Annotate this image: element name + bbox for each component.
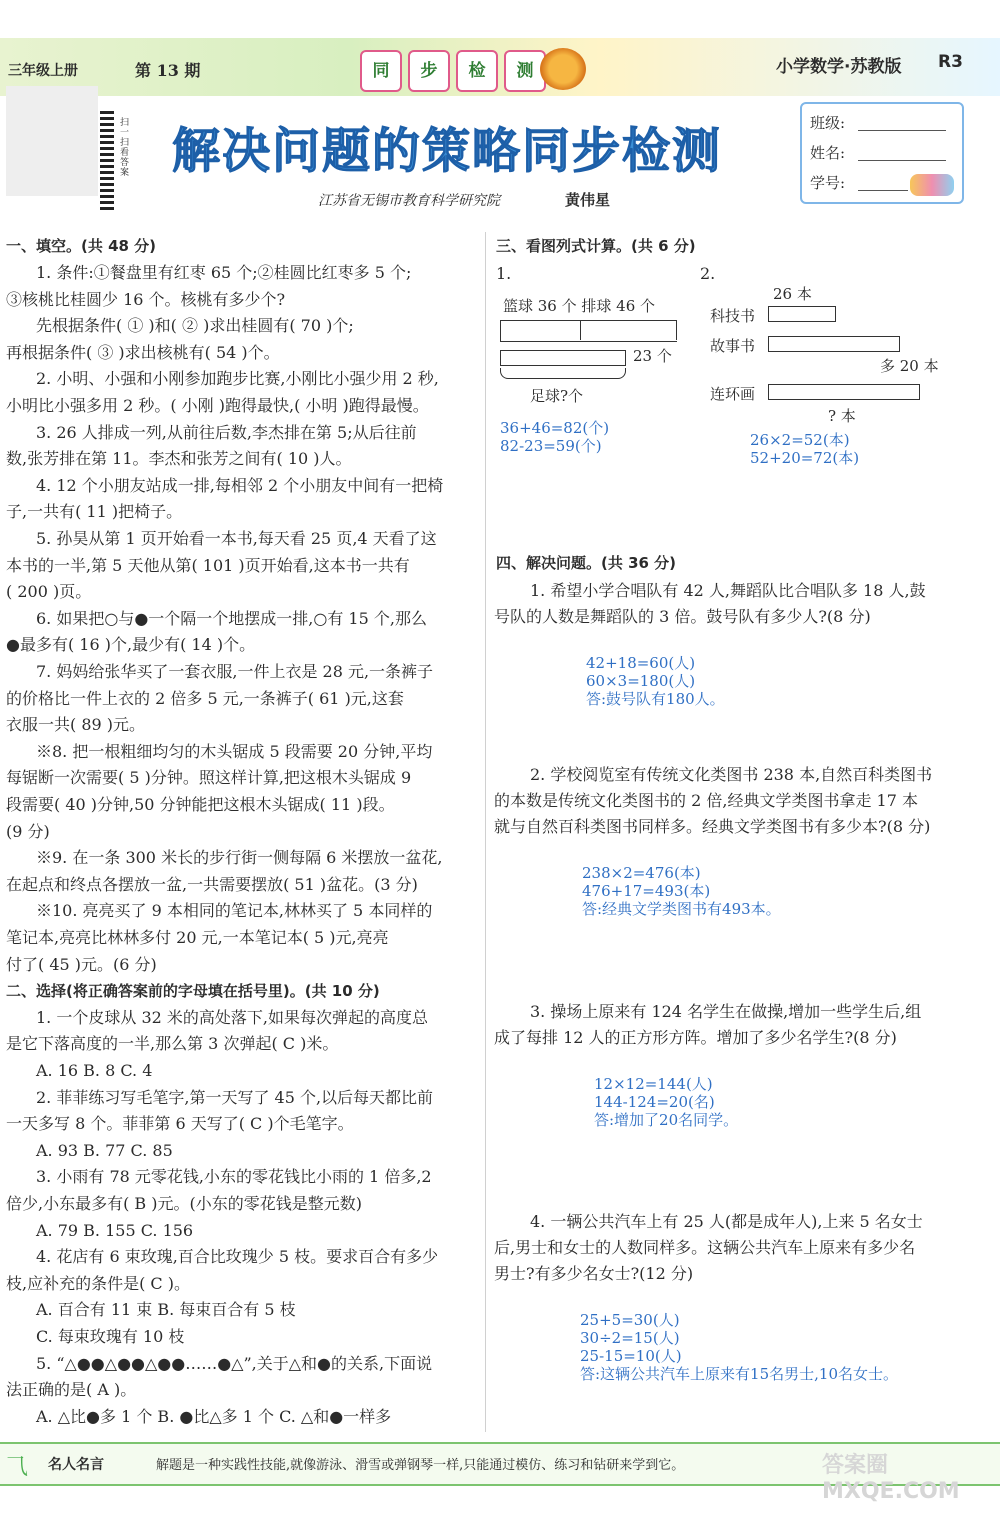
sec1-line: 1. 条件:①餐盘里有红枣 65 个;②桂圆比红枣多 5 个; xyxy=(36,263,412,282)
problem-2-text: 的本数是传统文化类图书的 2 倍,经典文学类图书拿走 17 本 xyxy=(494,791,918,810)
sec1-line: 的价格比一件上衣的 2 倍多 5 元,一条裤子( 61 )元,这套 xyxy=(6,689,404,708)
sec2-line: 4. 花店有 6 束玫瑰,百合比玫瑰少 5 枝。要求百合有多少 xyxy=(36,1247,439,1266)
problem-3-answer: 144-124=20(名) xyxy=(594,1093,715,1111)
problem-1-answer: 60×3=180(人) xyxy=(586,672,696,690)
sec1-line: ※8. 把一根粗细均匀的木头锯成 5 段需要 20 分钟,平均 xyxy=(36,742,433,761)
tag-3: 检 xyxy=(456,50,498,92)
diagram-2-answer-1: 26×2=52(本) xyxy=(750,431,850,449)
sec1-line: 3. 26 人排成一列,从前往后数,李杰排在第 5;从后往前 xyxy=(36,423,417,442)
issue-label: 第 13 期 xyxy=(135,61,201,80)
problem-2-answer: 答:经典文学类图书有493本。 xyxy=(582,900,781,918)
author-org: 江苏省无锡市教育科学研究院 xyxy=(318,193,500,209)
sec1-line: 每锯断一次需要( 5 )分钟。照这样计算,把这根木头锯成 9 xyxy=(6,768,412,787)
sec1-line: 4. 12 个小朋友站成一排,每相邻 2 个小朋友中间有一把椅 xyxy=(36,476,444,495)
grade-label: 三年级上册 xyxy=(8,63,78,79)
sec1-line: 6. 如果把○与●一个隔一个地摆成一排,○有 15 个,那么 xyxy=(36,609,427,628)
student-id-label: 学号: xyxy=(810,174,846,192)
page-number: R3 xyxy=(938,52,963,72)
problem-2-answer: 476+17=493(本) xyxy=(582,882,711,900)
sec1-line: 在起点和终点各摆放一盆,一共需要摆放( 51 )盆花。(3 分) xyxy=(6,875,418,894)
tag-2: 步 xyxy=(408,50,450,92)
diagram-2-bar-story xyxy=(768,336,900,352)
footer-label: 名人名言 xyxy=(48,1457,104,1473)
sec2-line: 1. 一个皮球从 32 米的高处落下,如果每次弹起的高度总 xyxy=(36,1008,428,1027)
problem-2-answer: 238×2=476(本) xyxy=(582,864,701,882)
problem-4-answer: 25+5=30(人) xyxy=(580,1311,680,1329)
section-1-title: 一、填空。(共 48 分) xyxy=(6,237,157,255)
sec1-line: 2. 小明、小强和小刚参加跑步比赛,小刚比小强少用 2 秒, xyxy=(36,369,439,388)
sec2-line: 2. 菲菲练习写毛笔字,第一天写了 45 个,以后每天都比前 xyxy=(36,1088,434,1107)
diagram-2-bar-tech xyxy=(768,306,836,322)
sec1-line: 段需要( 40 )分钟,50 分钟能把这根木头锯成( 11 )段。 xyxy=(6,795,395,814)
diagram-2-number: 2. xyxy=(700,264,716,283)
sec1-line: ③核桃比桂圆少 16 个。核桃有多少个? xyxy=(6,290,286,309)
diagram-2-question-label: ? 本 xyxy=(828,407,856,425)
tag-1: 同 xyxy=(360,50,402,92)
diagram-1-divider xyxy=(580,320,581,340)
diagram-1-bar-top xyxy=(500,320,677,342)
sec1-line: 5. 孙昊从第 1 页开始看一本书,每天看 25 页,4 天看了这 xyxy=(36,529,437,548)
diagram-1-answer-1: 36+46=82(个) xyxy=(500,419,610,437)
sec1-line: 付了( 45 )元。(6 分) xyxy=(6,955,157,974)
sec1-line: ( 200 )页。 xyxy=(6,582,92,601)
diagram-2-top-label: 26 本 xyxy=(773,285,812,303)
problem-4-answer: 25-15=10(人) xyxy=(580,1347,682,1365)
sec2-line: 3. 小雨有 78 元零花钱,小东的零花钱比小雨的 1 倍多,2 xyxy=(36,1167,432,1186)
sec1-line: 子,一共有( 11 )把椅子。 xyxy=(6,502,183,521)
footer-quote-bar xyxy=(0,1442,1000,1504)
name-field[interactable] xyxy=(858,160,946,161)
watermark: 答案圈 MXQE.COM xyxy=(822,1453,960,1504)
sec2-line: A. 16 B. 8 C. 4 xyxy=(36,1061,153,1080)
sec2-line: 一天多写 8 个。菲菲第 6 天写了( C )个毛笔字。 xyxy=(6,1114,354,1133)
sec1-line: ※10. 亮亮买了 9 本相同的笔记本,林林买了 5 本同样的 xyxy=(36,901,433,920)
tag-4: 测 xyxy=(504,50,546,92)
sec1-line: 再根据条件( ③ )求出核桃有( 54 )个。 xyxy=(6,343,280,362)
sec1-line: 小明比小强多用 2 秒。( 小刚 )跑得最快,( 小明 )跑得最慢。 xyxy=(6,396,429,415)
diagram-2-answer-2: 52+20=72(本) xyxy=(750,449,860,467)
diagram-1-answer-2: 82-23=59(个) xyxy=(500,437,602,455)
student-info-box xyxy=(800,102,964,204)
diagram-1-number: 1. xyxy=(496,264,512,283)
subject-label: 小学数学·苏教版 xyxy=(776,57,902,77)
section-2-title: 二、选择(将正确答案前的字母填在括号里)。(共 10 分) xyxy=(6,982,380,1000)
problem-3-text: 3. 操场上原来有 124 名学生在做操,增加一些学生后,组 xyxy=(530,1002,922,1021)
sec1-line: 7. 妈妈给张华买了一套衣服,一件上衣是 28 元,一条裤子 xyxy=(36,662,434,681)
sec2-line: 枝,应补充的条件是( C )。 xyxy=(6,1274,190,1293)
diagram-1-top-label: 篮球 36 个 排球 46 个 xyxy=(503,297,656,315)
problem-2-text: 2. 学校阅览室有传统文化类图书 238 本,自然百科类图书 xyxy=(530,765,933,784)
sec1-line: (9 分) xyxy=(6,822,50,841)
sec1-line: 衣服一共( 89 )元。 xyxy=(6,715,146,734)
diagram-1-bottom-label: 足球?个 xyxy=(530,387,584,405)
problem-1-text: 号队的人数是舞蹈队的 3 倍。鼓号队有多少人?(8 分) xyxy=(494,607,871,626)
problem-4-answer: 30÷2=15(人) xyxy=(580,1329,680,1347)
diagram-2-row-tech: 科技书 xyxy=(710,307,756,325)
problem-1-answer: 答:鼓号队有180人。 xyxy=(586,690,725,708)
leaf-icon: ⺄ xyxy=(6,1455,29,1480)
sec2-line: A. △比●多 1 个 B. ●比△多 1 个 C. △和●一样多 xyxy=(36,1407,392,1426)
diagram-2-bar-comic xyxy=(768,384,920,400)
diagram-1-bar-bottom xyxy=(500,350,626,366)
student-id-field[interactable] xyxy=(858,190,908,191)
qr-note: 扫一扫 看答案 xyxy=(120,118,130,178)
problem-1-text: 1. 希望小学合唱队有 42 人,舞蹈队比合唱队多 18 人,鼓 xyxy=(530,581,926,600)
problem-3-answer: 答:增加了20名同学。 xyxy=(594,1111,739,1129)
sec2-line: C. 每束玫瑰有 10 枝 xyxy=(36,1327,185,1346)
problem-4-answer: 答:这辆公共汽车上原来有15名男士,10名女士。 xyxy=(580,1365,898,1383)
qr-code-placeholder xyxy=(6,86,98,196)
problem-2-text: 就与自然百科类图书同样多。经典文学类图书有多少本?(8 分) xyxy=(494,817,931,836)
diagram-2-more-label: 多 20 本 xyxy=(880,357,939,375)
sec1-line: ●最多有( 16 )个,最少有( 14 )个。 xyxy=(6,635,256,654)
diagram-1-end xyxy=(676,320,677,340)
author-name: 黄伟星 xyxy=(565,191,611,209)
sec2-line: 是它下落高度的一半,那么第 3 次弹起( C )米。 xyxy=(6,1034,339,1053)
sec1-line: 笔记本,亮亮比林林多付 20 元,一本笔记本( 5 )元,亮亮 xyxy=(6,928,389,947)
diagram-1-diff-label: 23 个 xyxy=(633,347,672,365)
sec2-line: A. 93 B. 77 C. 85 xyxy=(36,1141,173,1160)
diagram-2-row-comic: 连环画 xyxy=(710,385,756,403)
cartoon-icon xyxy=(910,174,954,196)
problem-4-text: 后,男士和女士的人数同样多。这辆公共汽车上原来有多少名 xyxy=(494,1238,916,1257)
footer-quote: 解题是一种实践性技能,就像游泳、滑雪或弹钢琴一样,只能通过模仿、练习和钻研来学到它。 xyxy=(156,1458,685,1473)
diagram-2-row-story: 故事书 xyxy=(710,337,756,355)
section-4-title: 四、解决问题。(共 36 分) xyxy=(496,554,677,572)
lion-mascot-icon xyxy=(540,48,586,90)
sec1-line: 数,张芳排在第 11。李杰和张芳之间有( 10 )人。 xyxy=(6,449,352,468)
problem-3-text: 成了每排 12 人的正方形方阵。增加了多少名学生?(8 分) xyxy=(494,1028,897,1047)
sec1-line: 先根据条件( ① )和( ② )求出桂圆有( 70 )个; xyxy=(36,316,354,335)
page-title: 解决问题的策略同步检测 xyxy=(172,123,723,179)
column-divider xyxy=(485,232,486,1432)
sec2-line: 法正确的是( A )。 xyxy=(6,1380,137,1399)
name-label: 姓名: xyxy=(810,144,846,162)
sec2-line: 倍少,小东最多有( B )元。(小东的零花钱是整元数) xyxy=(6,1194,362,1213)
class-field[interactable] xyxy=(858,130,946,131)
sec1-line: 本书的一半,第 5 天他从第( 101 )页开始看,这本书一共有 xyxy=(6,556,410,575)
problem-1-answer: 42+18=60(人) xyxy=(586,654,696,672)
diagram-1-brace xyxy=(500,368,626,379)
class-label: 班级: xyxy=(810,114,846,132)
sec2-line: A. 百合有 11 束 B. 每束百合有 5 枝 xyxy=(36,1300,296,1319)
problem-3-answer: 12×12=144(人) xyxy=(594,1075,713,1093)
problem-4-text: 4. 一辆公共汽车上有 25 人(都是成年人),上来 5 名女士 xyxy=(530,1212,923,1231)
sec2-line: A. 79 B. 155 C. 156 xyxy=(36,1221,194,1240)
sec1-line: ※9. 在一条 300 米长的步行街一侧每隔 6 米摆放一盆花, xyxy=(36,848,443,867)
qr-code-icon xyxy=(100,110,114,210)
problem-4-text: 男士?有多少名女士?(12 分) xyxy=(494,1264,694,1283)
header-tags xyxy=(360,50,552,92)
section-3-title: 三、看图列式计算。(共 6 分) xyxy=(496,237,696,255)
sec2-line: 5. “△●●△●●△●●……●△”,关于△和●的关系,下面说 xyxy=(36,1354,433,1373)
